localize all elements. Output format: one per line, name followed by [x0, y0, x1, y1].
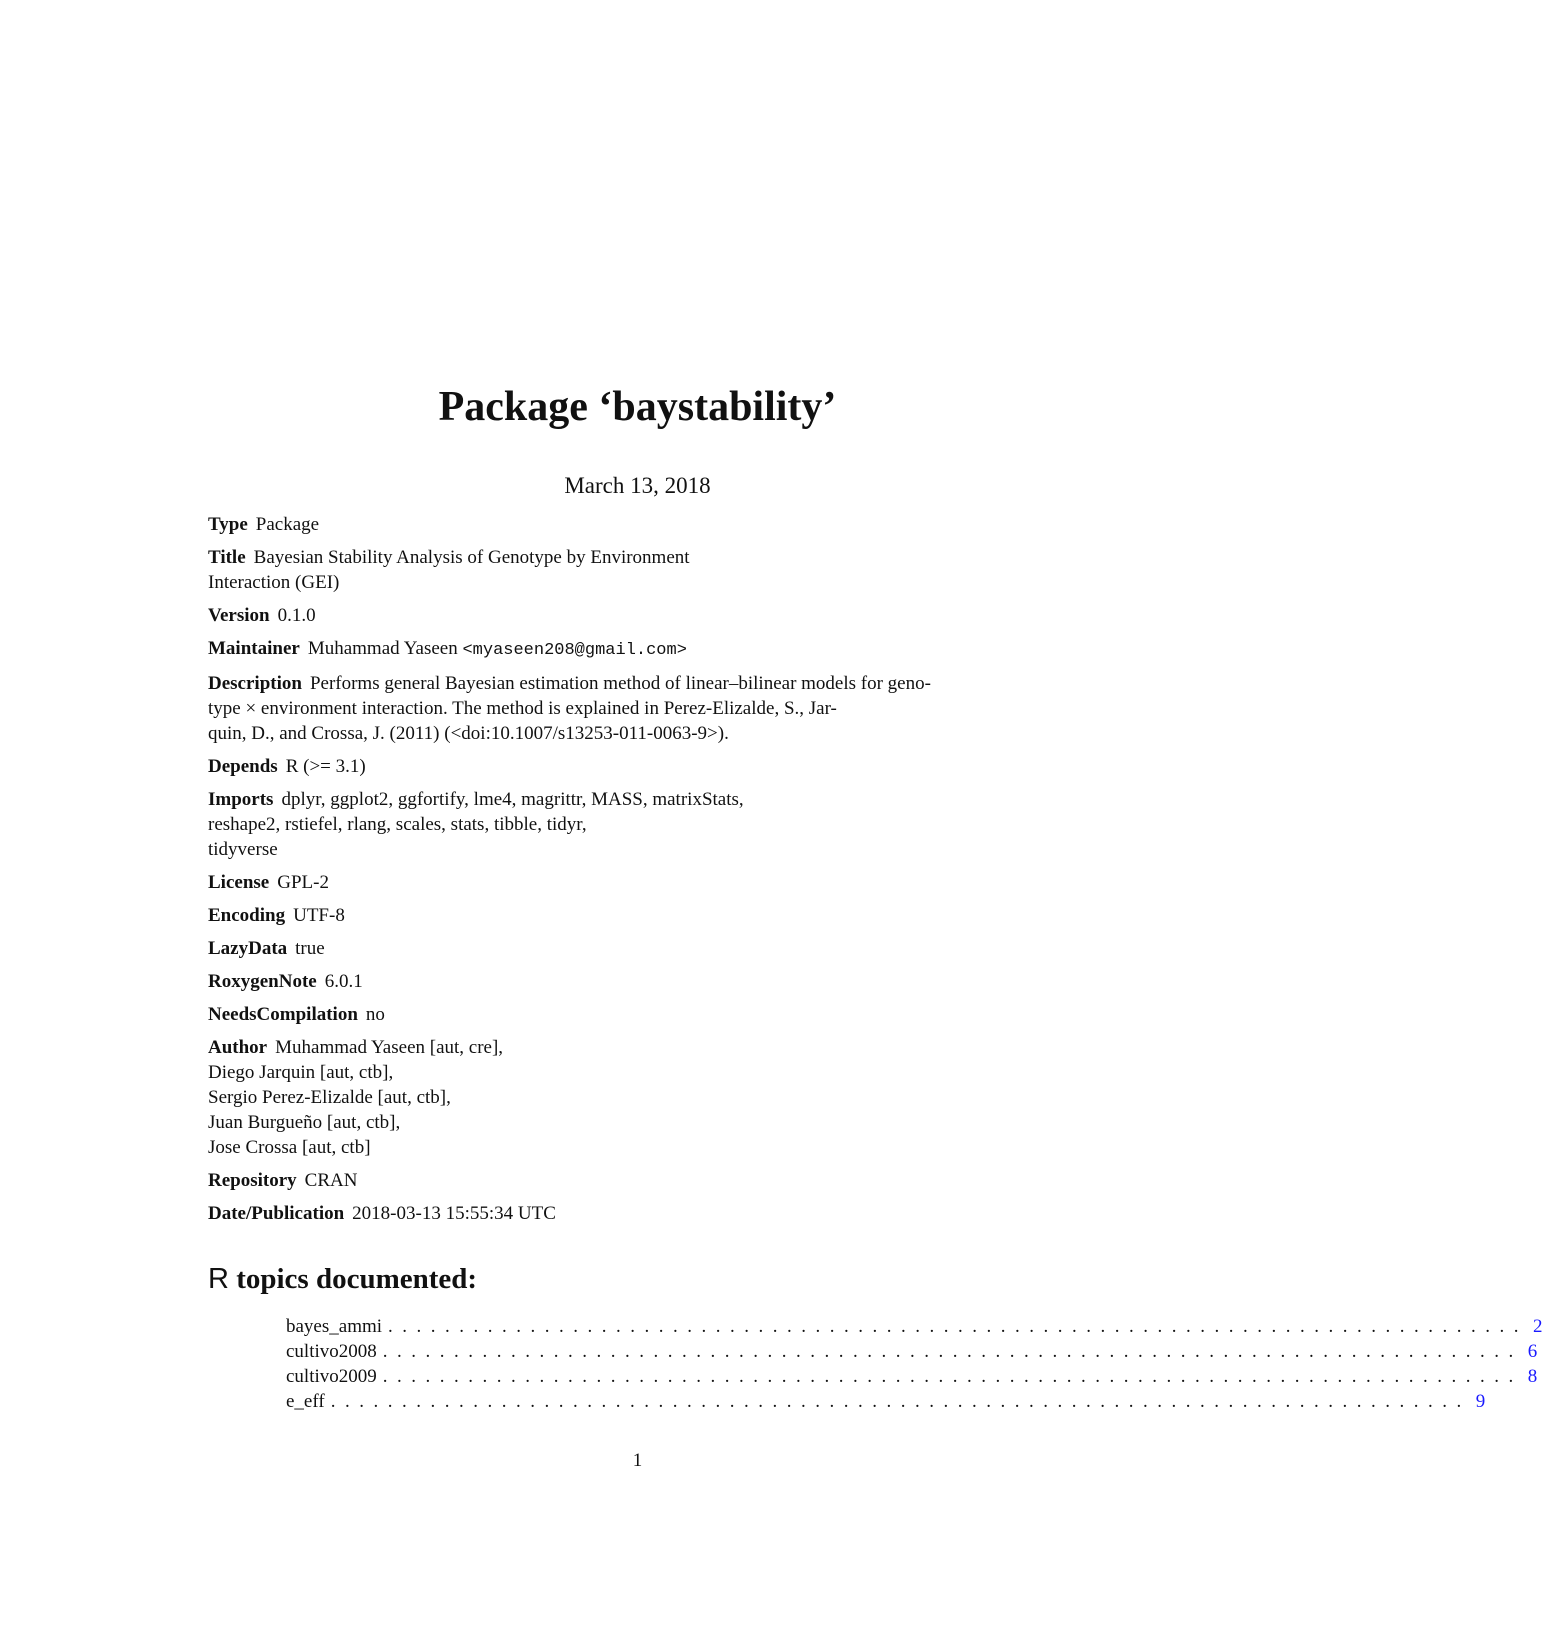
- field-needscompilation: [208, 1002, 1008, 1027]
- field-key: Author: [208, 1037, 268, 1058]
- field-value-line: dplyr, ggplot2, ggfortify, lme4, magrittr, MASS, matrixStats,: [281, 789, 744, 810]
- r-logo-letter: R: [208, 1263, 229, 1295]
- toc-page-link[interactable]: 9: [1475, 1391, 1486, 1412]
- field-key: RoxygenNote: [208, 971, 317, 992]
- field-repository: [208, 1168, 1008, 1193]
- field-value: GPL-2: [277, 872, 329, 893]
- field-key: Depends: [208, 756, 278, 777]
- field-value: UTF-8: [293, 905, 345, 926]
- field-lazydata: [208, 936, 1008, 961]
- field-type: [208, 512, 1008, 537]
- field-imports: [208, 787, 1008, 862]
- field-key: Imports: [208, 789, 274, 810]
- toc-entry-name: cultivo2009: [286, 1366, 377, 1387]
- author-line: Muhammad Yaseen [aut, cre],: [275, 1037, 504, 1058]
- toc-page-link[interactable]: 8: [1527, 1366, 1538, 1387]
- toc-entry-name: e_eff: [286, 1391, 325, 1412]
- table-of-contents: [286, 1314, 1543, 1414]
- field-title: [208, 545, 1008, 595]
- toc-leader-dots: . . . . . . . . . . . . . . . . . . . . . . . . . . . . . . . . . . . . . . . . . . . . . . . . . . . . . . . . . . . . . . . . . . . . . . . . . . . . . . . .: [388, 1316, 1519, 1337]
- field-key: Maintainer: [208, 638, 300, 659]
- field-value-line: Interaction (GEI): [208, 572, 340, 593]
- field-value: no: [365, 1004, 385, 1025]
- author-line: Sergio Perez-Elizalde [aut, ctb],: [208, 1087, 451, 1108]
- field-key: LazyData: [208, 938, 288, 959]
- field-value: 0.1.0: [277, 605, 316, 626]
- package-metadata: [208, 512, 1008, 1234]
- field-key: NeedsCompilation: [208, 1004, 358, 1025]
- field-key: Description: [208, 673, 302, 694]
- field-value: CRAN: [304, 1170, 358, 1191]
- toc-entry-bayes-ammi[interactable]: [286, 1314, 1543, 1339]
- field-value-line: quin, D., and Crossa, J. (2011) (<doi:10.1007/s13253-011-0063-9>).: [208, 723, 729, 744]
- toc-entry-cultivo2009[interactable]: [286, 1364, 1538, 1389]
- toc-entry-name: cultivo2008: [286, 1341, 377, 1362]
- toc-entry-cultivo2008[interactable]: [286, 1339, 1538, 1364]
- field-depends: [208, 754, 1008, 779]
- field-value: true: [295, 938, 325, 959]
- field-value: R (>= 3.1): [285, 756, 366, 777]
- field-value: 2018-03-13 15:55:34 UTC: [352, 1203, 556, 1224]
- toc-leader-dots: . . . . . . . . . . . . . . . . . . . . . . . . . . . . . . . . . . . . . . . . . . . . . . . . . . . . . . . . . . . . . . . . . . . . . . . . . . . . . . . .: [382, 1366, 1514, 1387]
- toc-leader-dots: . . . . . . . . . . . . . . . . . . . . . . . . . . . . . . . . . . . . . . . . . . . . . . . . . . . . . . . . . . . . . . . . . . . . . . . . . . . . . . . .: [382, 1341, 1514, 1362]
- maintainer-email: <myaseen208@gmail.com>: [462, 641, 687, 660]
- field-description: [208, 671, 1008, 746]
- author-line: Jose Crossa [aut, ctb]: [208, 1137, 371, 1158]
- field-value: 6.0.1: [324, 971, 363, 992]
- author-line: Juan Burgueño [aut, ctb],: [208, 1112, 401, 1133]
- maintainer-name: Muhammad Yaseen: [307, 638, 458, 659]
- toc-leader-dots: . . . . . . . . . . . . . . . . . . . . . . . . . . . . . . . . . . . . . . . . . . . . . . . . . . . . . . . . . . . . . . . . . . . . . . . . . . . . . . . .: [330, 1391, 1462, 1412]
- field-value-line: tidyverse: [208, 839, 278, 860]
- field-author: [208, 1035, 1008, 1160]
- field-date-publication: [208, 1201, 1008, 1226]
- field-key: Date/Publication: [208, 1203, 345, 1224]
- topics-heading: [208, 1262, 477, 1297]
- package-date: March 13, 2018: [564, 473, 711, 498]
- field-value-line: type × environment interaction. The method is explained in Perez-Elizalde, S., Jar-: [208, 698, 837, 719]
- topics-heading-text: topics documented:: [236, 1263, 478, 1295]
- toc-entry-e-eff[interactable]: [286, 1389, 1486, 1414]
- field-key: Repository: [208, 1170, 297, 1191]
- field-key: Encoding: [208, 905, 286, 926]
- toc-entry-name: bayes_ammi: [286, 1316, 383, 1337]
- field-version: [208, 603, 1008, 628]
- field-encoding: [208, 903, 1008, 928]
- package-title: Package ‘baystability’: [438, 384, 837, 430]
- toc-page-link[interactable]: 6: [1527, 1341, 1538, 1362]
- page-number: 1: [632, 1450, 643, 1471]
- field-value-line: Bayesian Stability Analysis of Genotype by Environment: [253, 547, 690, 568]
- field-value: Package: [255, 514, 320, 535]
- field-key: License: [208, 872, 270, 893]
- field-maintainer: [208, 636, 1008, 663]
- field-value-line: reshape2, rstiefel, rlang, scales, stats, tibble, tidyr,: [208, 814, 587, 835]
- field-value-line: Performs general Bayesian estimation method of linear–bilinear models for geno-: [309, 673, 931, 694]
- toc-page-link[interactable]: 2: [1533, 1316, 1543, 1337]
- field-key: Type: [208, 514, 248, 535]
- field-roxygennote: [208, 969, 1008, 994]
- field-key: Version: [208, 605, 270, 626]
- author-line: Diego Jarquin [aut, ctb],: [208, 1062, 394, 1083]
- field-key: Title: [208, 547, 246, 568]
- field-license: [208, 870, 1008, 895]
